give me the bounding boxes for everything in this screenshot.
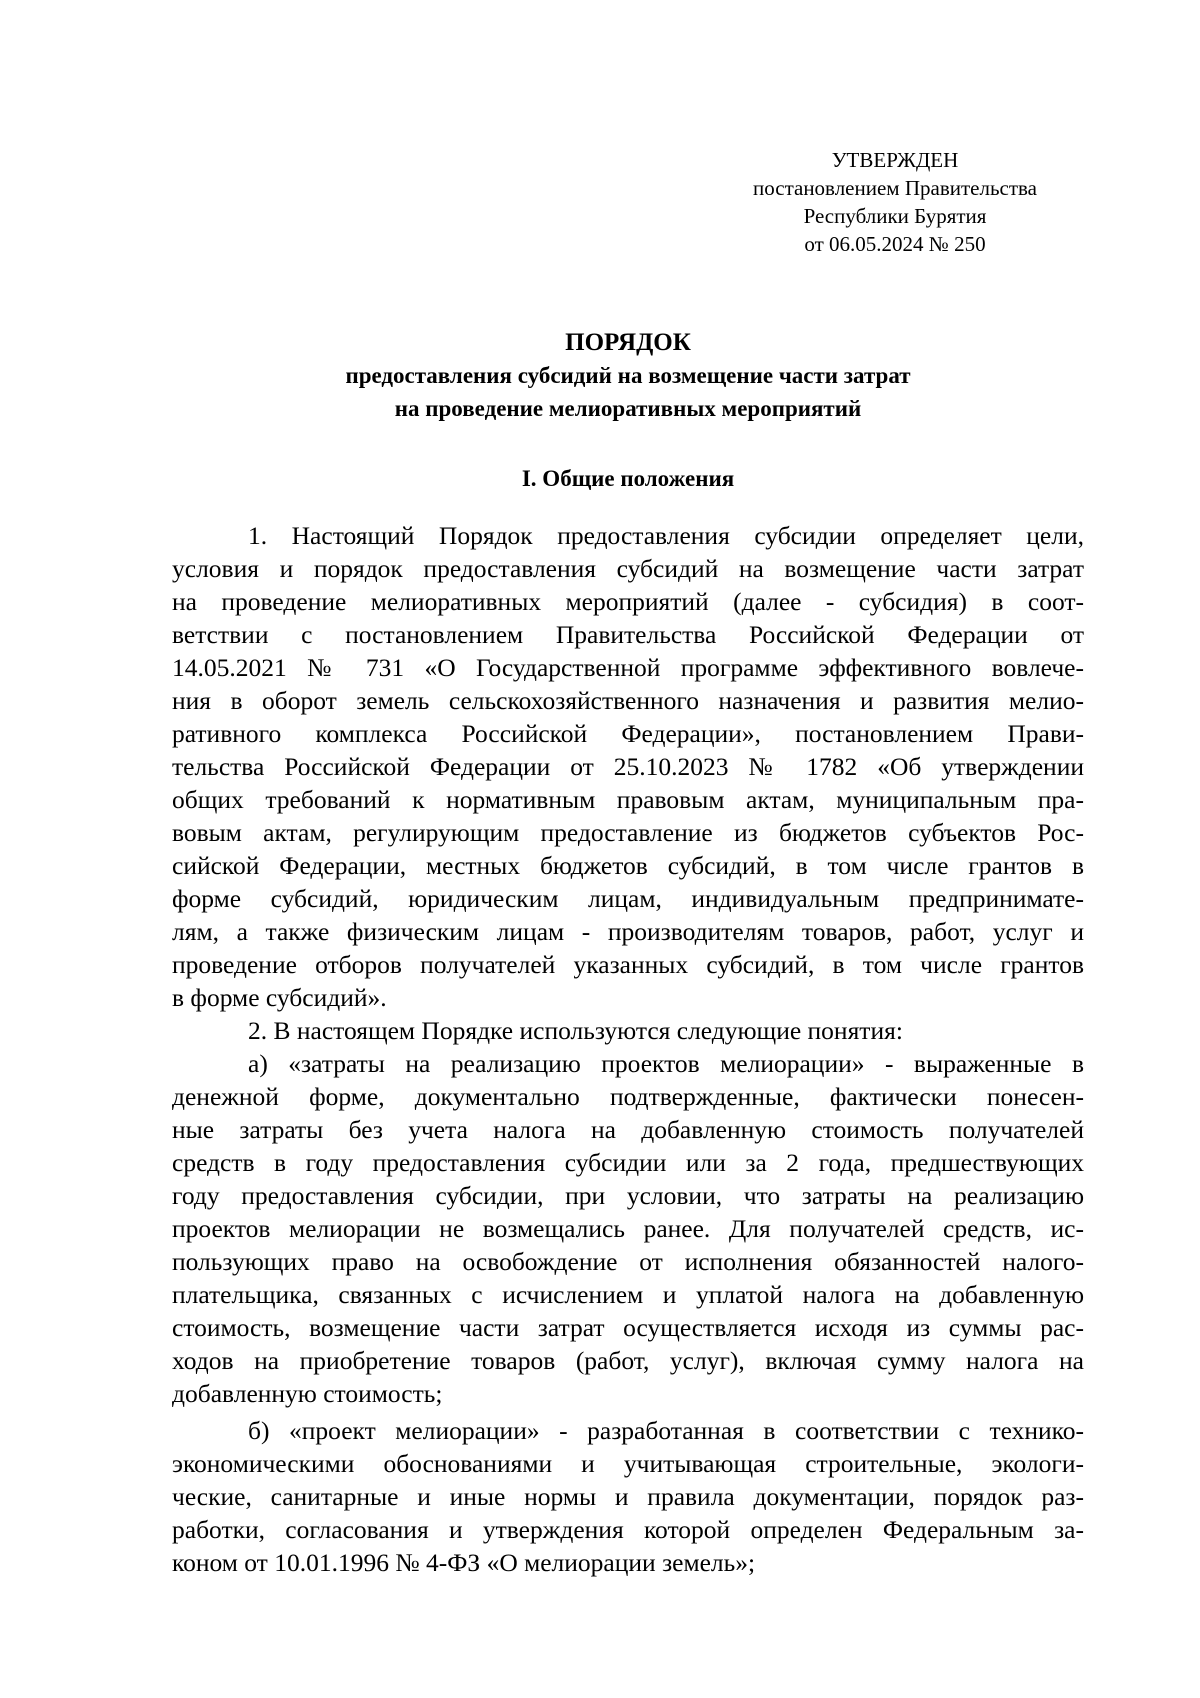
text-line: лям, а также физическим лицам - производителям товаров, работ, услуг и [172, 917, 1084, 946]
section-heading: I. Общие положения [521, 466, 735, 491]
text-line: ходов на приобретение товаров (работ, услуг), включая сумму налога на [172, 1346, 1084, 1375]
text-line: коном от 10.01.1996 № 4-ФЗ «О мелиорации земель»; [172, 1548, 756, 1577]
approval-line: от 06.05.2024 № 250 [804, 232, 986, 256]
text-line: ния в оборот земель сельскохозяйственного назначения и развития мелио- [172, 686, 1084, 715]
text-line: сийской Федерации, местных бюджетов субсидий, в том числе грантов в [172, 851, 1084, 880]
approval-line: УТВЕРЖДЕН [831, 148, 959, 172]
text-line: экономическими обоснованиями и учитывающая строительные, экологи- [172, 1449, 1084, 1478]
approval-stamp [735, 146, 1055, 258]
text-line: б) «проект мелиорации» - разработанная в соответствии с технико- [248, 1416, 1084, 1445]
approval-line: Республики Бурятия [803, 204, 987, 228]
paragraph-1 [172, 519, 1084, 1014]
text-line: 14.05.2021 № 731 «О Государственной программе эффективного вовлече- [172, 653, 1084, 682]
text-line: работки, согласования и утверждения которой определен Федеральным за- [172, 1515, 1084, 1544]
text-line: 1. Настоящий Порядок предоставления субсидии определяет цели, [248, 521, 1084, 550]
text-line: пользующих право на освобождение от исполнения обязанностей налого- [172, 1247, 1084, 1276]
paragraph-2 [172, 1014, 1084, 1047]
text-line: тельства Российской Федерации от 25.10.2023 № 1782 «Об утверждении [172, 752, 1084, 781]
text-line: общих требований к нормативным правовым актам, муниципальным пра- [172, 785, 1084, 814]
text-line: стоимость, возмещение части затрат осуществляется исходя из суммы рас- [172, 1313, 1084, 1342]
paragraph-b [172, 1414, 1084, 1579]
text-line: условия и порядок предоставления субсидий на возмещение части затрат [172, 554, 1084, 583]
text-line: ческие, санитарные и иные нормы и правила документации, порядок раз- [172, 1482, 1084, 1511]
text-line: а) «затраты на реализацию проектов мелиорации» - выраженные в [248, 1049, 1084, 1078]
document-title-block [172, 326, 1084, 425]
text-line: денежной форме, документально подтвержденные, фактически понесен- [172, 1082, 1084, 1111]
approval-line: постановлением Правительства [752, 176, 1037, 200]
text-line: ративного комплекса Российской Федерации», постановлением Прави- [172, 719, 1084, 748]
document-subtitle-line: на проведение мелиоративных мероприятий [394, 396, 862, 421]
text-line: 2. В настоящем Порядке используются следующие понятия: [248, 1016, 903, 1045]
document-body [172, 519, 1084, 1579]
text-line: вовым актам, регулирующим предоставление из бюджетов субъектов Рос- [172, 818, 1084, 847]
text-line: году предоставления субсидии, при условии, что затраты на реализацию [172, 1181, 1084, 1210]
text-line: добавленную стоимость; [172, 1379, 443, 1408]
text-line: проектов мелиорации не возмещались ранее. Для получателей средств, ис- [172, 1214, 1084, 1243]
document-title: ПОРЯДОК [565, 329, 691, 356]
text-line: на проведение мелиоративных мероприятий (далее - субсидия) в соот- [172, 587, 1084, 616]
paragraph-a [172, 1047, 1084, 1410]
text-line: форме субсидий, юридическим лицам, индивидуальным предпринимате- [172, 884, 1084, 913]
text-line: ветствии с постановлением Правительства Российской Федерации от [172, 620, 1084, 649]
text-line: проведение отборов получателей указанных субсидий, в том числе грантов [172, 950, 1084, 979]
text-line: в форме субсидий». [172, 983, 387, 1012]
text-line: плательщика, связанных с исчислением и уплатой налога на добавленную [172, 1280, 1084, 1309]
text-line: ные затраты без учета налога на добавленную стоимость получателей [172, 1115, 1084, 1144]
document-subtitle-line: предоставления субсидий на возмещение части затрат [345, 363, 911, 388]
text-line: средств в году предоставления субсидии или за 2 года, предшествующих [172, 1148, 1084, 1177]
